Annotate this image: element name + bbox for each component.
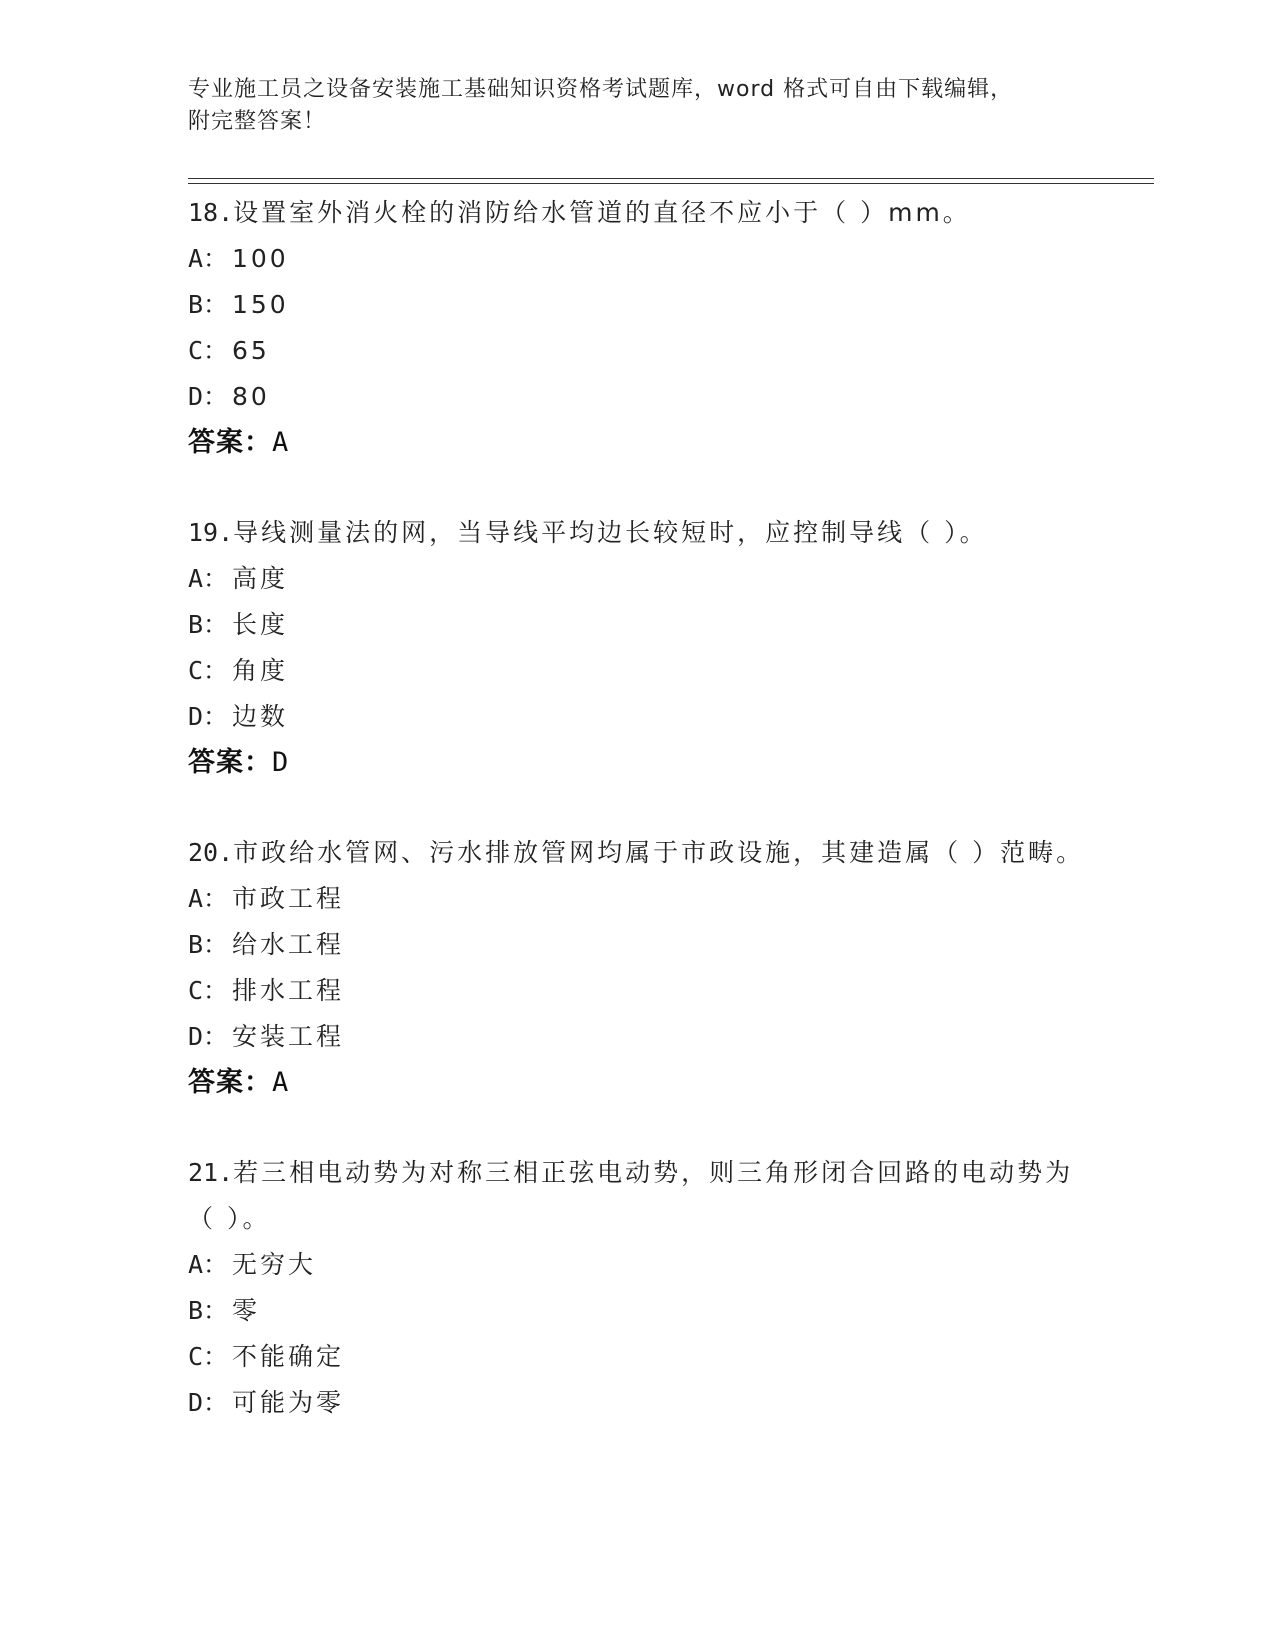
option-key: D： bbox=[188, 382, 229, 411]
option-b bbox=[188, 1288, 1088, 1334]
option-key: A： bbox=[188, 884, 229, 913]
option-a bbox=[188, 876, 1088, 922]
option-text: 不能确定 bbox=[232, 1342, 345, 1371]
option-key: B： bbox=[188, 1296, 229, 1325]
question-text: 若三相电动势为对称三相正弦电动势，则三角形闭合回路的电动势为（ ）。 bbox=[188, 1158, 1074, 1233]
option-key: C： bbox=[188, 656, 229, 685]
option-text: 可能为零 bbox=[232, 1388, 345, 1417]
option-key: A： bbox=[188, 564, 229, 593]
option-text: 零 bbox=[232, 1296, 261, 1325]
option-text: 长度 bbox=[232, 610, 289, 639]
option-text: 65 bbox=[232, 336, 270, 365]
answer-line bbox=[188, 1060, 1088, 1106]
question-list bbox=[188, 190, 1088, 1470]
option-text: 给水工程 bbox=[232, 930, 345, 959]
question-number: 20. bbox=[188, 838, 234, 867]
answer-value: A bbox=[272, 427, 290, 458]
answer-label: 答案： bbox=[188, 747, 272, 778]
option-key: C： bbox=[188, 336, 229, 365]
option-key: D： bbox=[188, 1022, 229, 1051]
option-key: D： bbox=[188, 1388, 229, 1417]
option-text: 高度 bbox=[232, 564, 289, 593]
option-key: D： bbox=[188, 702, 229, 731]
option-key: A： bbox=[188, 244, 229, 273]
header-divider-bottom bbox=[188, 183, 1154, 184]
option-text: 排水工程 bbox=[232, 976, 345, 1005]
option-text: 80 bbox=[232, 382, 270, 411]
question-number: 21. bbox=[188, 1158, 234, 1187]
option-text: 无穷大 bbox=[232, 1250, 317, 1279]
option-c bbox=[188, 648, 1088, 694]
question-text: 导线测量法的网，当导线平均边长较短时，应控制导线（ ）。 bbox=[233, 518, 988, 547]
question-number: 18. bbox=[188, 198, 234, 227]
header-line-1: 专业施工员之设备安装施工基础知识资格考试题库，word 格式可自由下载编辑， bbox=[188, 77, 1014, 102]
option-key: B： bbox=[188, 930, 229, 959]
option-key: B： bbox=[188, 610, 229, 639]
answer-label: 答案： bbox=[188, 1067, 272, 1098]
option-b bbox=[188, 922, 1088, 968]
question-stem bbox=[188, 830, 1088, 876]
option-c bbox=[188, 1334, 1088, 1380]
option-d bbox=[188, 1014, 1088, 1060]
question-stem bbox=[188, 190, 1088, 236]
option-a bbox=[188, 236, 1088, 282]
question-18 bbox=[188, 190, 1088, 466]
option-text: 市政工程 bbox=[232, 884, 345, 913]
option-b bbox=[188, 602, 1088, 648]
question-19 bbox=[188, 510, 1088, 786]
option-text: 边数 bbox=[232, 702, 289, 731]
option-b bbox=[188, 282, 1088, 328]
question-number: 19. bbox=[188, 518, 234, 547]
option-c bbox=[188, 968, 1088, 1014]
answer-line bbox=[188, 740, 1088, 786]
option-text: 150 bbox=[232, 290, 289, 319]
answer-value: A bbox=[272, 1067, 290, 1098]
answer-label: 答案： bbox=[188, 427, 272, 458]
option-key: A： bbox=[188, 1250, 229, 1279]
option-a bbox=[188, 556, 1088, 602]
answer-line bbox=[188, 420, 1088, 466]
header-divider-top bbox=[188, 178, 1154, 179]
option-text: 安装工程 bbox=[232, 1022, 345, 1051]
question-20 bbox=[188, 830, 1088, 1106]
option-c bbox=[188, 328, 1088, 374]
option-key: C： bbox=[188, 976, 229, 1005]
answer-value: D bbox=[272, 747, 290, 778]
document-header bbox=[188, 74, 1088, 138]
option-key: C： bbox=[188, 1342, 229, 1371]
option-d bbox=[188, 694, 1088, 740]
header-line-2: 附完整答案！ bbox=[188, 109, 327, 134]
question-text: 设置室外消火栓的消防给水管道的直径不应小于（ ）mm。 bbox=[233, 198, 971, 227]
question-text: 市政给水管网、污水排放管网均属于市政设施，其建造属（ ）范畴。 bbox=[233, 838, 1085, 867]
option-text: 100 bbox=[232, 244, 289, 273]
option-a bbox=[188, 1242, 1088, 1288]
question-stem bbox=[188, 1150, 1088, 1242]
option-text: 角度 bbox=[232, 656, 289, 685]
question-21 bbox=[188, 1150, 1088, 1426]
option-key: B： bbox=[188, 290, 229, 319]
question-stem bbox=[188, 510, 1088, 556]
option-d bbox=[188, 1380, 1088, 1426]
option-d bbox=[188, 374, 1088, 420]
